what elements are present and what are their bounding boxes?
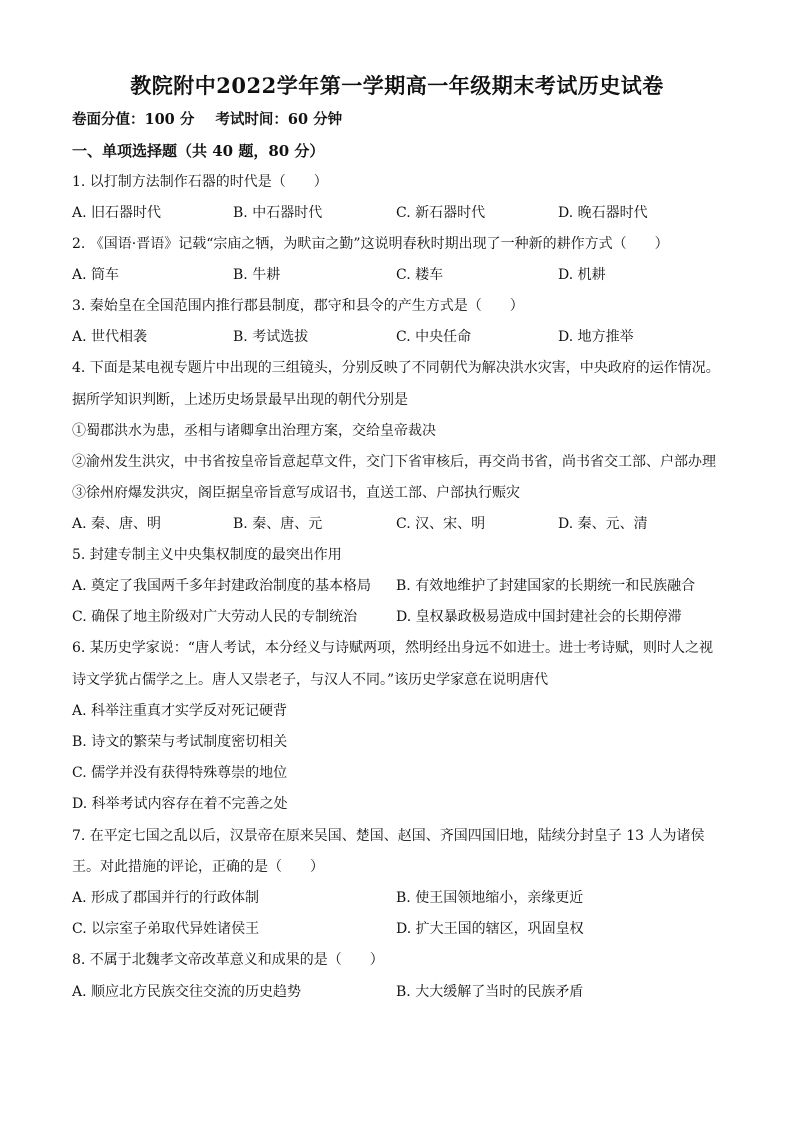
question-3-option-d: D. 地方推举 [558,329,634,345]
question-1-option-a: A. 旧石器时代 [72,205,162,221]
question-7-option-d: D. 扩大王国的辖区，巩固皇权 [396,921,584,937]
time-info: 考试时间：60 分钟 [215,111,343,128]
question-6-option-a: A. 科举注重真才实学反对死记硬背 [72,703,288,719]
question-2-stem: 2. 《国语·晋语》记载“宗庙之牺，为畎亩之勤”这说明春秋时期出现了一种新的耕作方式（ ） [72,236,669,252]
question-1-stem: 1. 以打制方法制作石器的时代是（ ） [72,174,328,190]
question-6-option-b: B. 诗文的繁荣与考试制度密切相关 [72,734,288,750]
page-title: 教院附中2022学年第一学期高一年级期末考试历史试卷 [130,73,664,98]
question-8-stem: 8. 不属于北魏孝文帝改革意义和成果的是（ ） [72,952,384,968]
question-6-option-c: C. 儒学并没有获得特殊尊崇的地位 [72,765,288,781]
question-3-stem: 3. 秦始皇在全国范围内推行郡县制度，郡守和县令的产生方式是（ ） [72,298,524,314]
question-6-stem: 6. 某历史学家说：“唐人考试，本分经义与诗赋两项，然明经出身远不如进士。进士考诗赋，则时人之视 [72,640,713,656]
question-5-option-c: C. 确保了地主阶级对广大劳动人民的专制统治 [72,609,358,625]
question-2-option-c: C. 耧车 [396,267,444,283]
question-2-option-a: A. 筒车 [72,267,120,283]
question-5-option-d: D. 皇权暴政极易造成中国封建社会的长期停滞 [396,609,682,625]
question-2-option-b: B. 牛耕 [233,267,281,283]
question-4-scene-1: ①蜀郡洪水为患，丞相与诸卿拿出治理方案，交给皇帝裁决 [72,423,436,439]
question-7-option-c: C. 以宗室子弟取代异姓诸侯王 [72,921,260,937]
question-4-scene-2: ②渝州发生洪灾，中书省按皇帝旨意起草文件，交门下省审核后，再交尚书省，尚书省交工部、户部办理 [72,454,716,470]
question-4-option-a: A. 秦、唐、明 [72,516,162,532]
score-info: 卷面分值：100 分 [72,111,195,128]
question-8-option-b: B. 大大缓解了当时的民族矛盾 [396,984,584,1000]
question-5-stem: 5. 封建专制主义中央集权制度的最突出作用 [72,547,342,563]
question-6-stem-cont: 诗文学犹占儒学之上。唐人又崇老子，与汉人不同。”该历史学家意在说明唐代 [72,672,549,688]
question-7-option-b: B. 使王国领地缩小，亲缘更近 [396,890,584,906]
question-4-option-d: D. 秦、元、清 [558,516,648,532]
question-8-option-a: A. 顺应北方民族交往交流的历史趋势 [72,984,302,1000]
question-7-stem-cont: 王。对此措施的评论，正确的是（ ） [72,859,324,875]
question-1-option-d: D. 晚石器时代 [558,205,648,221]
question-1-option-b: B. 中石器时代 [233,205,323,221]
exam-meta [72,108,358,129]
question-5-option-a: A. 奠定了我国两千多年封建政治制度的基本格局 [72,578,372,594]
question-3-option-b: B. 考试选拔 [233,329,309,345]
question-4-option-b: B. 秦、唐、元 [233,516,323,532]
question-2-option-d: D. 机耕 [558,267,606,283]
question-3-option-a: A. 世代相袭 [72,329,148,345]
question-7-stem: 7. 在平定七国之乱以后，汉景帝在原来吴国、楚国、赵国、齐国四国旧地，陆续分封皇子 13 人为诸侯 [72,828,705,844]
question-1-option-c: C. 新石器时代 [396,205,486,221]
question-3-option-c: C. 中央任命 [396,329,472,345]
question-4-option-c: C. 汉、宋、明 [396,516,486,532]
question-7-option-a: A. 形成了郡国并行的行政体制 [72,890,260,906]
section-heading: 一、单项选择题（共 40 题，80 分） [72,142,325,160]
question-4-scene-3: ③徐州府爆发洪灾，阁臣据皇帝旨意写成诏书，直送工部、户部执行赈灾 [72,485,520,501]
question-6-option-d: D. 科举考试内容存在着不完善之处 [72,796,288,812]
question-4-stem-cont: 据所学知识判断，上述历史场景最早出现的朝代分别是 [72,392,408,408]
question-5-option-b: B. 有效地维护了封建国家的长期统一和民族融合 [396,578,696,594]
question-4-stem: 4. 下面是某电视专题片中出现的三组镜头，分别反映了不同朝代为解决洪水灾害，中央政府的运作情况。 [72,360,720,376]
